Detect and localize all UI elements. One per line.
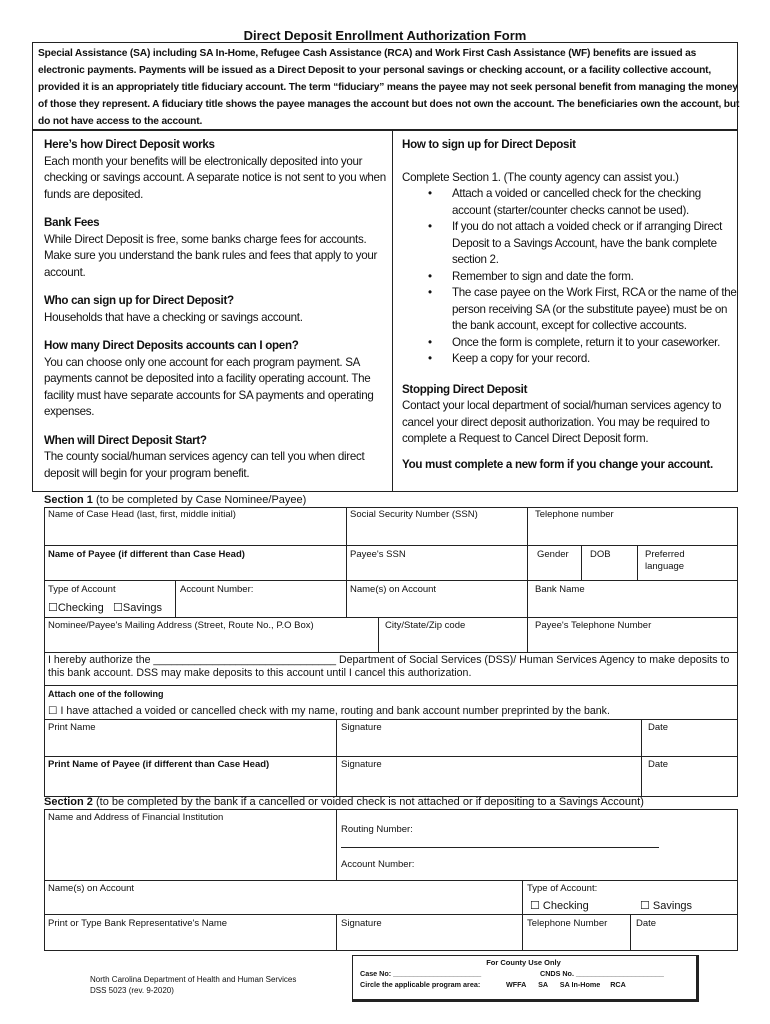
signup-intro: Complete Section 1. (The county agency can assist you.) <box>402 170 679 184</box>
ssn-label: Social Security Number (SSN) <box>350 509 478 520</box>
authorization-text: I hereby authorize the _______________________________ Department of Social Services (DSS)/ Human Services Agency to make deposits to this bank account. DSS may make deposits to this account until I cancel this authorization. <box>48 654 730 679</box>
print-payee-label: Print Name of Payee (if different than Case Head) <box>48 759 270 770</box>
when-text: The county social/human services agency can tell you when direct deposit will begin for your program benefit. <box>44 450 365 480</box>
county-use-heading: For County Use Only <box>486 958 561 967</box>
dob-label: DOB <box>590 549 611 560</box>
bank-rep-name-label: Print or Type Bank Representative's Name <box>48 918 228 929</box>
list-item: • Once the form is complete, return it to your caseworker. <box>402 335 737 352</box>
signature-label: Signature <box>341 722 382 733</box>
intro-text: Special Assistance (SA) including SA In-Home, Refugee Cash Assistance (RCA) and Work First Cash Assistance (WF) benefits are issued as electronic payments. Payments will be issued as a Direct Deposit to your personal savings or checking account, or a facility collective account, provided it is an appropriately title fiduciary account. The term “fiduciary” means the payee may not seek personal benefit from managing the money of those they represent. A fiduciary title shows the payee manages the account but does not own the account. The beneficiaries own the account, but do not have access to the account. <box>38 48 740 127</box>
case-head-name-label: Name of Case Head (last, first, middle initial) <box>48 509 236 520</box>
list-item: • The case payee on the Work First, RCA or the name of the person receiving SA (or the substitute payee) must be on the bank account, except for collective accounts. <box>402 285 737 335</box>
checking-checkbox-2[interactable]: ☐ Checking <box>530 900 589 912</box>
form-title: Direct Deposit Enrollment Authorization Form <box>243 28 527 43</box>
phone-label: Telephone number <box>535 509 614 520</box>
section2-heading <box>44 796 644 808</box>
gender-label: Gender <box>537 549 569 560</box>
savings-checkbox-2[interactable]: ☐ Savings <box>640 900 693 912</box>
routing-number-label: Routing Number: <box>341 824 413 835</box>
signup-list <box>402 186 737 368</box>
program-area-options: WFFA SA SA In-Home RCA <box>506 980 626 989</box>
section1-note: (to be completed by Case Nominee/Payee) <box>95 494 307 506</box>
section1-label: Section 1 <box>44 494 93 506</box>
when-heading: When will Direct Deposit Start? <box>44 433 207 447</box>
many-heading: How many Direct Deposits accounts can I open? <box>44 339 299 352</box>
account-number-label: Account Number: <box>180 584 254 595</box>
savings-checkbox[interactable]: ☐Savings <box>113 602 162 614</box>
right-column <box>402 137 737 473</box>
list-item: • Remember to sign and date the form. <box>402 269 737 286</box>
preferred-language-label: Preferred language <box>645 549 685 572</box>
new-form-note: You must complete a new form if you change your account. <box>402 457 713 471</box>
footer-agency <box>90 974 330 996</box>
attach-heading: Attach one of the following <box>48 689 164 699</box>
list-item: • If you do not attach a voided check or if arranging Direct Deposit to a Savings Account, have the bank complete section 2. <box>402 219 737 269</box>
cnds-number-field: CNDS No. ______________________ <box>540 969 664 978</box>
section2-label: Section 2 <box>44 796 93 808</box>
stop-heading: Stopping Direct Deposit <box>402 382 528 396</box>
print-name-label: Print Name <box>48 722 96 733</box>
attached-check-checkbox[interactable]: ☐ I have attached a voided or cancelled check with my name, routing and bank account number preprinted by the bank. <box>48 705 610 717</box>
telephone-number-label: Telephone Number <box>527 918 608 929</box>
names-on-account-label: Name(s) on Account <box>350 584 437 595</box>
section1-heading <box>44 494 306 506</box>
fees-text: While Direct Deposit is free, some banks charge fees for accounts. Make sure you understand the bank rules and fees that apply to your account. <box>44 232 378 279</box>
account-number-label-2: Account Number: <box>341 859 415 870</box>
type-of-account-label: Type of Account: <box>527 883 598 894</box>
signature-label-3: Signature <box>341 918 382 929</box>
agency-name: North Carolina Department of Health and Human Services <box>90 975 297 984</box>
signup-heading: How to sign up for Direct Deposit <box>402 138 576 151</box>
info-divider <box>392 130 393 492</box>
date-label-3: Date <box>636 918 657 929</box>
payee-phone-label: Payee's Telephone Number <box>535 620 652 631</box>
who-text: Households that have a checking or savings account. <box>44 310 303 324</box>
list-item: • Attach a voided or cancelled check for the checking account (starter/counter checks cannot be used). <box>402 186 737 219</box>
date-label: Date <box>648 722 669 733</box>
names-on-account-label-2: Name(s) on Account <box>48 883 135 894</box>
list-item: • Keep a copy for your record. <box>402 351 737 368</box>
financial-institution-label: Name and Address of Financial Institution <box>48 812 224 823</box>
signature-label-2: Signature <box>341 759 382 770</box>
program-area-label: Circle the applicable program area: <box>360 980 481 989</box>
section2-note: (to be completed by the bank if a cancelled or voided check is not attached or if depositing to a Savings Account) <box>95 796 644 808</box>
how-works-text: Each month your benefits will be electronically deposited into your checking or savings account. A separate notice is not sent to you when funds are deposited. <box>44 154 386 201</box>
how-works-heading: Here’s how Direct Deposit works <box>44 138 215 151</box>
form-number: DSS 5023 (rev. 9-2020) <box>90 986 174 995</box>
case-number-field: Case No: ______________________ <box>360 969 482 978</box>
fees-heading: Bank Fees <box>44 216 100 229</box>
date-label-2: Date <box>648 759 669 770</box>
many-text: You can choose only one account for each program payment. SA payments cannot be deposited into a facility operating account. The facility must have separate accounts for SA payments and operating expenses. <box>44 355 374 418</box>
stop-text: Contact your local department of social/human services agency to cancel your direct deposit authorization. You may be required to complete a Request to Cancel Direct Deposit form. <box>402 399 722 445</box>
city-state-zip-label: City/State/Zip code <box>385 620 466 631</box>
checking-checkbox[interactable]: ☐Checking <box>48 602 104 614</box>
account-type-label: Type of Account <box>48 584 116 595</box>
bank-name-label: Bank Name <box>535 584 585 595</box>
left-column <box>44 137 389 482</box>
payee-name-label: Name of Payee (if different than Case Head) <box>48 549 245 560</box>
mailing-address-label: Nominee/Payee's Mailing Address (Street, Route No., P.O Box) <box>48 620 314 631</box>
who-heading: Who can sign up for Direct Deposit? <box>44 294 234 307</box>
payee-ssn-label: Payee's SSN <box>350 549 406 560</box>
